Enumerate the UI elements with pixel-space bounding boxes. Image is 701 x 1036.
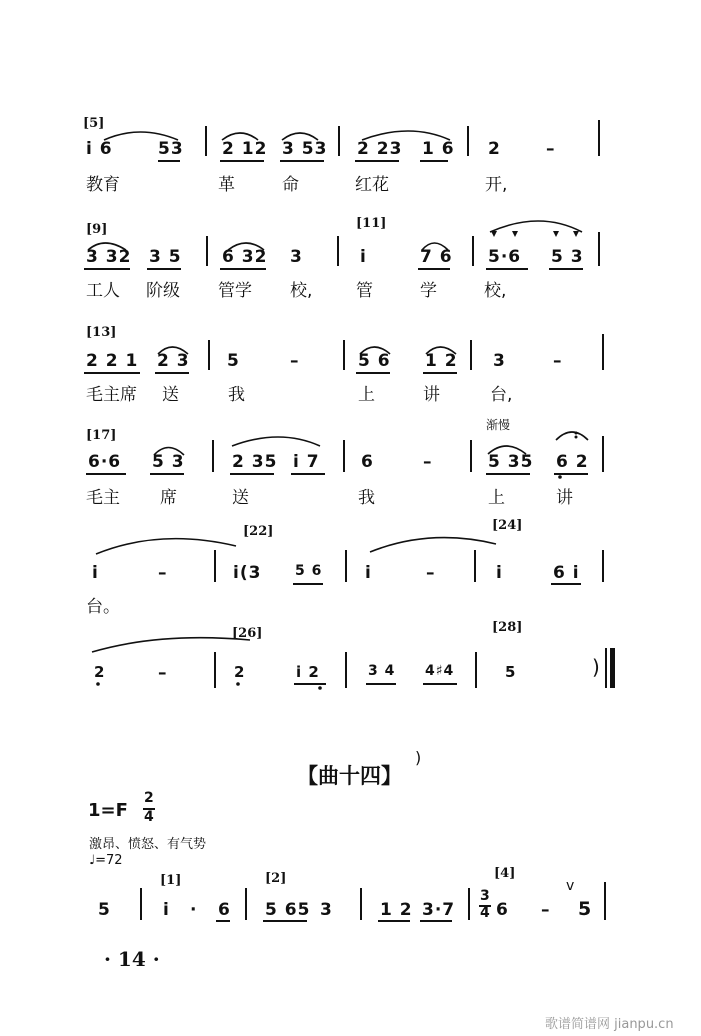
slur <box>154 448 184 456</box>
bar-number-22: [22] <box>243 524 274 539</box>
note-group: – <box>290 351 300 371</box>
note-group: 5 65 <box>265 900 311 920</box>
note-group: – <box>546 139 556 159</box>
lyric: 校, <box>290 281 313 301</box>
note-group: 2 <box>234 663 246 681</box>
note-group: i <box>365 563 372 583</box>
lyric: 上 <box>488 488 505 508</box>
lyric: 讲 <box>423 385 440 405</box>
note-group: 5 6 <box>358 351 391 371</box>
lyric: 教育 <box>86 175 120 195</box>
note-group: – <box>423 452 433 472</box>
note-group: i <box>360 247 367 267</box>
note-group: 1 2 <box>380 900 413 920</box>
slur <box>104 132 178 140</box>
note-group: 2 <box>94 663 106 681</box>
bar-number-9: [9] <box>86 222 108 237</box>
note-group: i 7 <box>293 452 320 472</box>
note-group: 3 <box>320 900 333 920</box>
note-group: 6 <box>361 452 374 472</box>
note-group: – <box>541 900 551 920</box>
note-group: 3 53 <box>282 139 328 159</box>
slur <box>228 243 264 250</box>
bar-number-1: [1] <box>160 873 182 888</box>
note-group: i(3 <box>233 563 262 583</box>
bar-number-2: [2] <box>265 871 287 886</box>
stray-mark: ) <box>415 748 422 767</box>
lyric: 送 <box>232 488 249 508</box>
note-group: 3 32 <box>86 247 132 267</box>
tempo-annotation: 渐慢 <box>486 418 511 432</box>
lyric: 我 <box>228 385 245 405</box>
lyric: 红花 <box>355 175 389 195</box>
note-group: 6 <box>496 900 509 920</box>
watermark: 歌谱简谱网 jianpu.cn <box>545 1017 674 1032</box>
expression-mark: 激昂、愤怒、有气势 <box>89 837 207 852</box>
slur <box>158 347 188 354</box>
slur <box>490 221 582 232</box>
time-signature-bottom: 4 <box>144 809 154 825</box>
lyric: 毛主 <box>86 488 120 508</box>
lyric: 开, <box>485 175 508 195</box>
note-group: 6·6 <box>88 452 122 472</box>
note-group: 5 3 <box>152 452 185 472</box>
tempo-mark: ♩=72 <box>89 853 123 868</box>
note-group: i <box>496 563 503 583</box>
slur <box>282 133 318 140</box>
inline-time-bottom: 4 <box>480 905 490 921</box>
bar-number-26: [26] <box>232 626 263 641</box>
time-signature-top: 2 <box>144 790 154 806</box>
note-group: 3 4 <box>368 663 396 679</box>
note-group: 5 3 <box>551 247 584 267</box>
note-group: 5 6 <box>295 563 323 579</box>
bar-number-28: [28] <box>492 620 523 635</box>
inline-time-top: 3 <box>480 888 490 904</box>
lyric: 学 <box>420 281 437 301</box>
note-group: 6 i <box>553 563 580 583</box>
slur <box>422 243 448 250</box>
lyric: 台, <box>490 385 513 405</box>
page-number: · 14 · <box>104 947 160 971</box>
note-group: 6 <box>218 900 231 920</box>
note-group: 3·7 <box>422 900 456 920</box>
note-group: 1 2 <box>425 351 458 371</box>
note-group: – <box>426 563 436 583</box>
note-group: – <box>158 563 168 583</box>
note-group: 3 <box>493 351 506 371</box>
note-group: 2 <box>488 139 501 159</box>
note-group: 5 35 <box>488 452 534 472</box>
lyric: 工人 <box>86 281 120 301</box>
slur <box>360 347 390 354</box>
section-title: 【曲十四】 <box>297 763 402 788</box>
note-group: 4♯4 <box>425 663 455 679</box>
note-group: 5·6 <box>488 247 522 267</box>
bar-number-24: [24] <box>492 518 523 533</box>
note-group: · <box>190 900 198 920</box>
note-group: 5 <box>227 351 240 371</box>
note-group: 2 3 <box>157 351 190 371</box>
bar-number-17: [17] <box>86 428 117 443</box>
note-group: 53 <box>158 139 184 159</box>
lyric: 命 <box>282 175 299 195</box>
lyric: 校, <box>484 281 507 301</box>
note-group: i <box>163 900 170 920</box>
note-group: 2 2 1 <box>86 351 139 371</box>
slur <box>232 437 320 446</box>
note-group: 1 6 <box>422 139 455 159</box>
note-group: i 6 <box>86 139 113 159</box>
note-group: 5 <box>578 898 593 920</box>
note-group: 3 5 <box>149 247 182 267</box>
bar-number-4: [4] <box>494 866 516 881</box>
slur <box>488 446 526 454</box>
slur <box>92 638 250 652</box>
lyric: 席 <box>160 488 177 508</box>
note-group: 6 32 <box>222 247 268 267</box>
slur <box>222 133 258 140</box>
slurs <box>88 131 588 652</box>
lyric: 台。 <box>86 597 120 617</box>
lyric: 上 <box>358 385 375 405</box>
lyric: 毛主席 <box>86 385 137 405</box>
lyric: 管学 <box>218 281 252 301</box>
note-group: 2 35 <box>232 452 278 472</box>
breath-mark: v <box>566 878 575 894</box>
accent-marks <box>491 231 579 237</box>
note-group: – <box>553 351 563 371</box>
note-group: 7 6 <box>420 247 453 267</box>
key-signature: 1=F <box>88 800 128 821</box>
lyric: 革 <box>218 175 235 195</box>
slur <box>426 347 456 354</box>
slur <box>96 539 236 554</box>
lyric: 管 <box>356 281 373 301</box>
note-group: 6 2 <box>556 452 589 472</box>
note-group: i 2 <box>296 663 320 681</box>
lyric: 送 <box>162 385 179 405</box>
slur <box>556 432 588 440</box>
note-group: 3 <box>290 247 303 267</box>
octave-dots <box>96 432 577 690</box>
bar-number-13: [13] <box>86 325 117 340</box>
note-group: 2 12 <box>222 139 268 159</box>
note-group: 5 <box>98 900 111 920</box>
note-group: 5 <box>505 663 517 681</box>
slur <box>362 131 450 140</box>
closing-bracket: ) <box>592 655 601 679</box>
note-group: 2 23 <box>357 139 403 159</box>
note-group: – <box>158 663 168 683</box>
bar-number-11: [11] <box>356 216 387 231</box>
note-group: i <box>92 563 99 583</box>
lyric: 我 <box>358 488 375 508</box>
slur <box>88 243 126 250</box>
lyric: 阶级 <box>146 281 180 301</box>
lyric: 讲 <box>556 488 573 508</box>
slur <box>370 538 496 552</box>
bar-number-5: [5] <box>83 116 105 131</box>
